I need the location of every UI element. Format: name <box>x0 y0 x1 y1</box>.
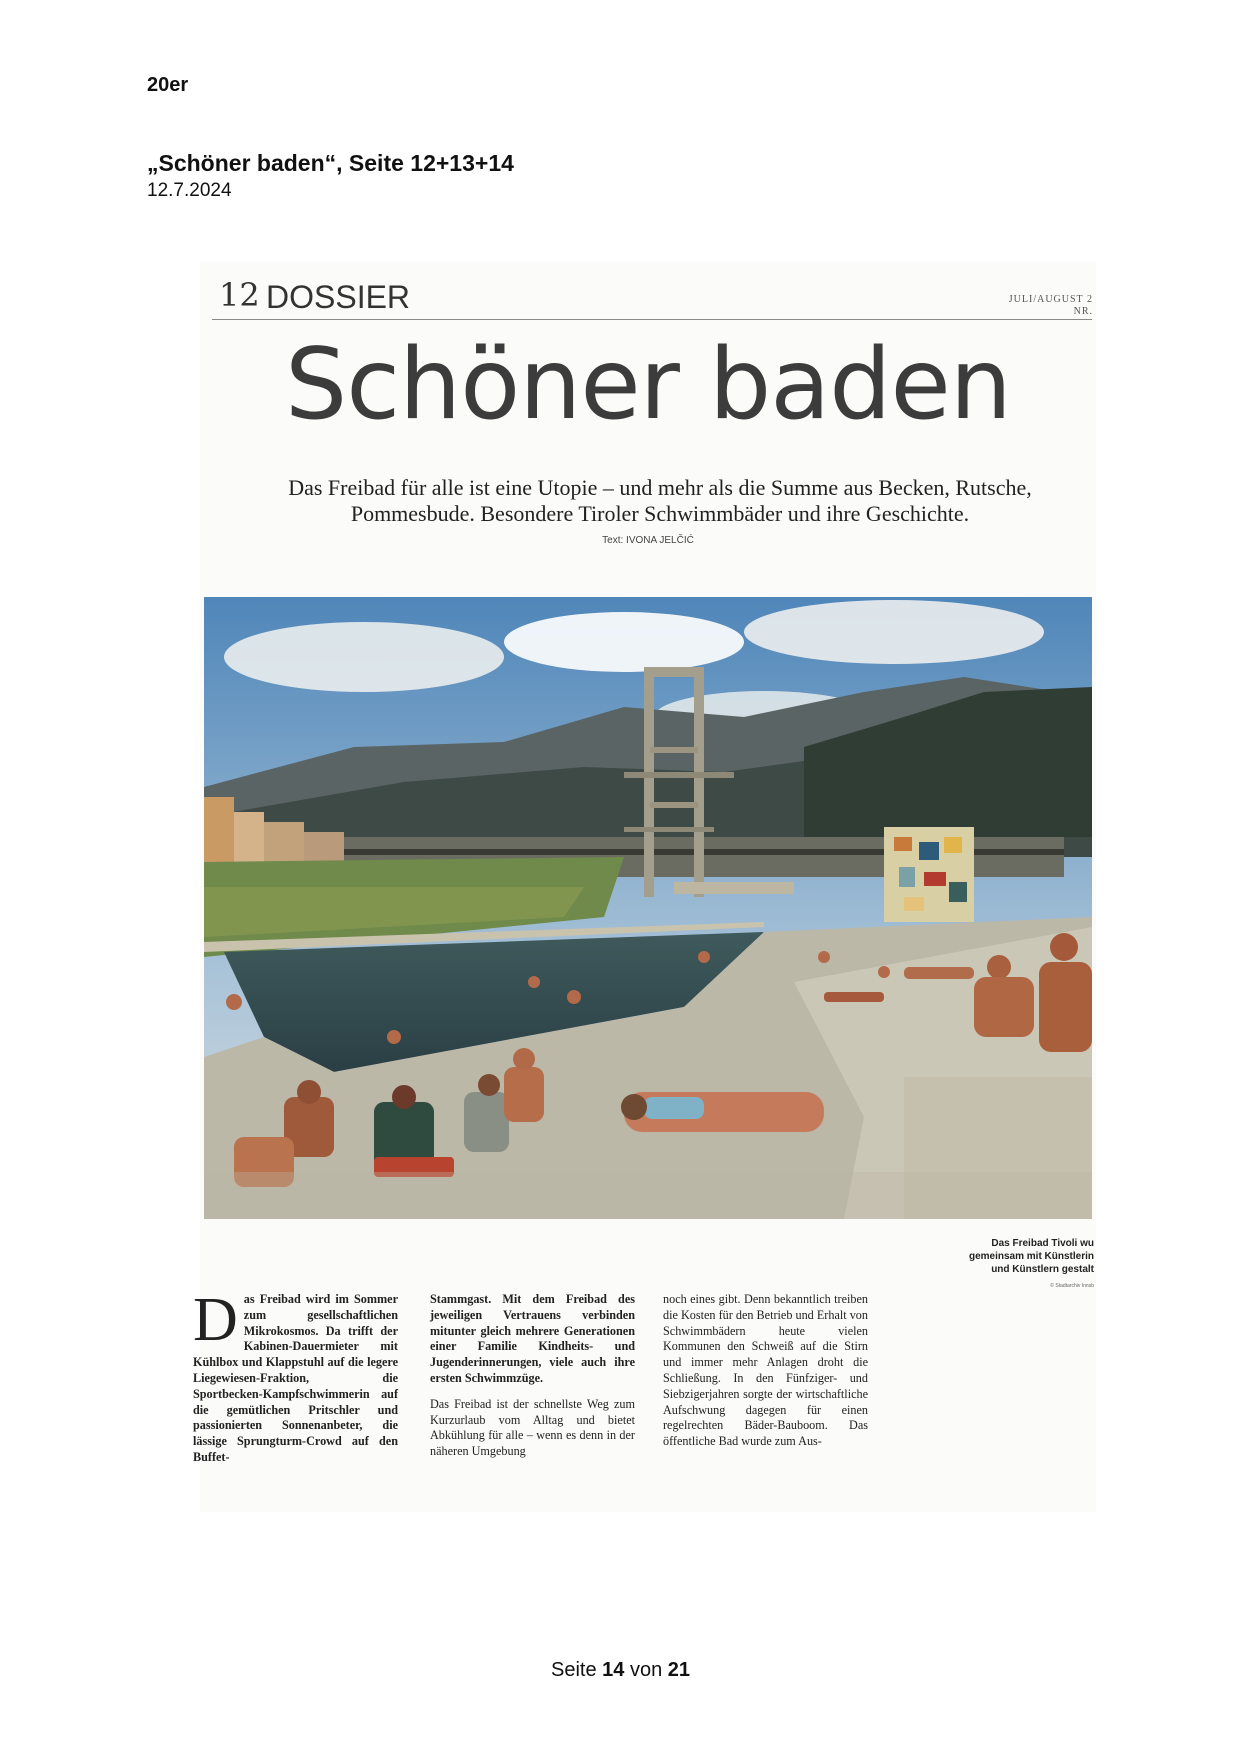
scanned-article <box>193 262 1096 1512</box>
issue-line: JULI/AUGUST 2 <box>1008 294 1093 305</box>
column-text: as Freibad wird im Sommer zum gesellschaftlichen Mikrokosmos. Da trifft der Kabinen-Dauermieter mit Kühlbox und Klappstuhl auf die legere Liegewiesen-Fraktion, die Sportbecken-Kampfschwimmerin auf die gemütlichen Pritschler und passionierten Sonnenanbeter, die lässige Sprungturm-Crowd auf den Buffet- <box>193 1292 398 1464</box>
header-rule <box>212 319 1092 320</box>
caption-line: gemeinsam mit Künstlerin <box>968 1251 1094 1262</box>
footer-total-pages: 21 <box>667 1659 691 1681</box>
footer-prefix: Seite <box>550 1659 597 1681</box>
article-column-2 <box>430 1292 635 1470</box>
article-column-3 <box>663 1292 868 1460</box>
page-footer <box>0 1659 1241 1682</box>
dek: Das Freibad für alle ist eine Utopie – und mehr als die Summe aus Becken, Rutsche, Pommesbude. Besondere Tiroler Schwimmbäder und ihre Geschichte. <box>288 475 1032 526</box>
byline: Text: IVONA JELČIĆ <box>602 535 694 546</box>
document-source: 20er <box>147 74 189 96</box>
issue-number: NR. <box>1073 306 1093 317</box>
headline: Schöner baden <box>285 328 1011 442</box>
issue-info <box>1009 294 1093 318</box>
drop-cap: D <box>193 1286 238 1354</box>
footer-page-number: 14 <box>602 1659 625 1681</box>
section-name: DOSSIER <box>266 279 411 315</box>
footer-of: von <box>629 1659 663 1681</box>
article-photo <box>204 597 1092 1219</box>
document-date: 12.7.2024 <box>147 180 232 201</box>
caption-line: Das Freibad Tivoli wu <box>991 1238 1094 1249</box>
caption-line: und Künstlern gestalt <box>991 1264 1094 1275</box>
section-number: 12 <box>219 276 260 314</box>
photo-credit: © Stadtarchiv Innsb <box>1050 1283 1094 1289</box>
document-title: „Schöner baden“, Seite 12+13+14 <box>147 150 514 176</box>
column-paragraph: noch eines gibt. Denn bekanntlich treiben die Kosten für den Betrieb und Erhalt von Schwimmbädern heute vielen Kommunen den Schweiß auf die Stirn und immer mehr Anlagen droht die Schließung. In den Fünfziger- und Siebzigerjahren sorgte der wirtschaftliche Aufschwung dagegen für einen regelrechten Bäder-Bauboom. Das öffentliche Bad wurde zum Aus- <box>663 1292 868 1449</box>
column-paragraph: Stammgast. Mit dem Freibad des jeweiligen Vertrauens verbinden mitunter gleich mehrere Generationen einer Familie Kindheits- und Jugenderinnerungen, viele auch ihre ersten Schwimmzüge. <box>430 1292 635 1385</box>
photo-caption <box>969 1237 1094 1276</box>
article-column-1 <box>193 1286 398 1466</box>
column-paragraph: Das Freibad ist der schnellste Weg zum Kurzurlaub vom Alltag und bietet Abkühlung für alle – wenn es denn in der näheren Umgebung <box>430 1396 635 1459</box>
